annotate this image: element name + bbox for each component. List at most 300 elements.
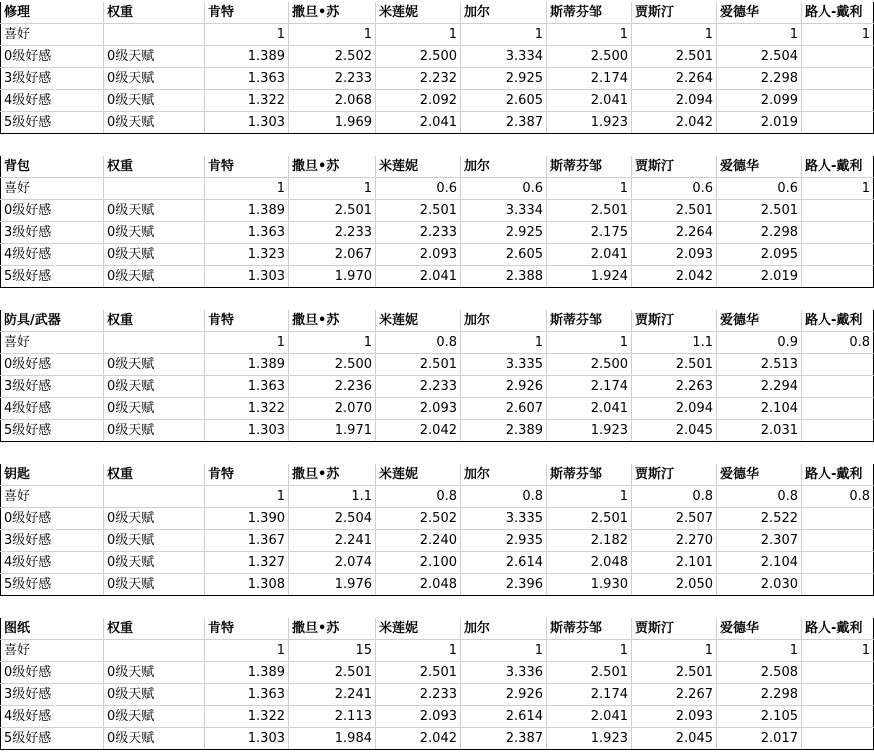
- header-cell[interactable]: 爱德华: [717, 2, 802, 24]
- value-cell[interactable]: [802, 684, 874, 706]
- value-cell[interactable]: 2.067: [289, 244, 376, 266]
- value-cell[interactable]: 2.501: [547, 508, 632, 530]
- value-cell[interactable]: 2.042: [632, 112, 717, 134]
- value-cell[interactable]: 1: [802, 24, 874, 46]
- value-cell[interactable]: 1.363: [205, 684, 289, 706]
- value-cell[interactable]: 2.267: [632, 684, 717, 706]
- header-cell[interactable]: 撒旦•苏: [289, 2, 376, 24]
- value-cell[interactable]: 2.501: [632, 354, 717, 376]
- value-cell[interactable]: 2.926: [461, 684, 547, 706]
- value-cell[interactable]: 1.303: [205, 266, 289, 288]
- value-cell[interactable]: 2.389: [461, 420, 547, 442]
- value-cell[interactable]: 0.9: [717, 332, 802, 354]
- value-cell[interactable]: 2.104: [717, 398, 802, 420]
- value-cell[interactable]: 1.970: [289, 266, 376, 288]
- value-cell[interactable]: 2.387: [461, 112, 547, 134]
- value-cell[interactable]: 2.017: [717, 728, 802, 750]
- weight-cell[interactable]: 0级天赋: [104, 200, 205, 222]
- value-cell[interactable]: 1: [717, 640, 802, 662]
- value-cell[interactable]: [802, 68, 874, 90]
- weight-cell[interactable]: [104, 24, 205, 46]
- value-cell[interactable]: 2.501: [289, 662, 376, 684]
- value-cell[interactable]: 1: [376, 640, 461, 662]
- value-cell[interactable]: 2.264: [632, 68, 717, 90]
- row-label-cell[interactable]: 4级好感: [1, 706, 104, 728]
- value-cell[interactable]: 0.8: [461, 486, 547, 508]
- row-label-cell[interactable]: 5级好感: [1, 728, 104, 750]
- value-cell[interactable]: 1: [547, 640, 632, 662]
- value-cell[interactable]: [802, 662, 874, 684]
- value-cell[interactable]: 1: [289, 178, 376, 200]
- value-cell[interactable]: 1: [205, 178, 289, 200]
- value-cell[interactable]: 1: [632, 640, 717, 662]
- value-cell[interactable]: 2.502: [376, 508, 461, 530]
- value-cell[interactable]: 1: [547, 24, 632, 46]
- value-cell[interactable]: 2.174: [547, 376, 632, 398]
- value-cell[interactable]: 2.041: [547, 244, 632, 266]
- header-cell[interactable]: 斯蒂芬邹: [547, 618, 632, 640]
- value-cell[interactable]: 1: [461, 640, 547, 662]
- value-cell[interactable]: 15: [289, 640, 376, 662]
- weight-cell[interactable]: 0级天赋: [104, 508, 205, 530]
- value-cell[interactable]: 2.925: [461, 68, 547, 90]
- header-cell[interactable]: 加尔: [461, 464, 547, 486]
- row-label-cell[interactable]: 3级好感: [1, 222, 104, 244]
- value-cell[interactable]: 2.500: [547, 46, 632, 68]
- value-cell[interactable]: 2.501: [632, 46, 717, 68]
- value-cell[interactable]: 2.099: [717, 90, 802, 112]
- value-cell[interactable]: 1: [461, 24, 547, 46]
- value-cell[interactable]: 1.969: [289, 112, 376, 134]
- weight-cell[interactable]: 0级天赋: [104, 398, 205, 420]
- value-cell[interactable]: 2.048: [376, 574, 461, 596]
- row-label-cell[interactable]: 5级好感: [1, 574, 104, 596]
- value-cell[interactable]: 1: [717, 24, 802, 46]
- value-cell[interactable]: 2.045: [632, 728, 717, 750]
- header-cell[interactable]: 加尔: [461, 156, 547, 178]
- value-cell[interactable]: 2.045: [632, 420, 717, 442]
- value-cell[interactable]: 2.240: [376, 530, 461, 552]
- value-cell[interactable]: 2.298: [717, 222, 802, 244]
- value-cell[interactable]: 0.6: [632, 178, 717, 200]
- value-cell[interactable]: 2.182: [547, 530, 632, 552]
- header-cell[interactable]: 路人-戴利: [802, 2, 874, 24]
- value-cell[interactable]: 2.092: [376, 90, 461, 112]
- weight-cell[interactable]: 0级天赋: [104, 574, 205, 596]
- value-cell[interactable]: [802, 90, 874, 112]
- weight-cell[interactable]: 0级天赋: [104, 222, 205, 244]
- value-cell[interactable]: 0.8: [376, 486, 461, 508]
- value-cell[interactable]: 2.105: [717, 706, 802, 728]
- weight-cell[interactable]: [104, 178, 205, 200]
- value-cell[interactable]: 1: [205, 332, 289, 354]
- value-cell[interactable]: 1.930: [547, 574, 632, 596]
- header-cell[interactable]: 加尔: [461, 618, 547, 640]
- value-cell[interactable]: 3.335: [461, 354, 547, 376]
- weight-cell[interactable]: 0级天赋: [104, 706, 205, 728]
- value-cell[interactable]: 1: [289, 24, 376, 46]
- value-cell[interactable]: 1.976: [289, 574, 376, 596]
- value-cell[interactable]: 2.925: [461, 222, 547, 244]
- value-cell[interactable]: [802, 46, 874, 68]
- value-cell[interactable]: [802, 376, 874, 398]
- value-cell[interactable]: 2.093: [376, 244, 461, 266]
- value-cell[interactable]: [802, 574, 874, 596]
- row-label-cell[interactable]: 3级好感: [1, 684, 104, 706]
- row-label-cell[interactable]: 4级好感: [1, 90, 104, 112]
- row-label-cell[interactable]: 3级好感: [1, 530, 104, 552]
- weight-cell[interactable]: [104, 640, 205, 662]
- value-cell[interactable]: 2.241: [289, 684, 376, 706]
- value-cell[interactable]: 2.508: [717, 662, 802, 684]
- header-cell[interactable]: 路人-戴利: [802, 156, 874, 178]
- value-cell[interactable]: 2.264: [632, 222, 717, 244]
- value-cell[interactable]: 1: [461, 332, 547, 354]
- header-cell[interactable]: 权重: [104, 464, 205, 486]
- value-cell[interactable]: 2.500: [289, 354, 376, 376]
- value-cell[interactable]: 2.241: [289, 530, 376, 552]
- header-cell[interactable]: 路人-戴利: [802, 310, 874, 332]
- header-cell[interactable]: 权重: [104, 156, 205, 178]
- value-cell[interactable]: 1: [547, 332, 632, 354]
- value-cell[interactable]: 2.504: [717, 46, 802, 68]
- header-cell[interactable]: 斯蒂芬邹: [547, 464, 632, 486]
- value-cell[interactable]: 2.233: [376, 222, 461, 244]
- weight-cell[interactable]: 0级天赋: [104, 68, 205, 90]
- value-cell[interactable]: 0.8: [717, 486, 802, 508]
- row-label-cell[interactable]: 0级好感: [1, 354, 104, 376]
- value-cell[interactable]: 2.236: [289, 376, 376, 398]
- value-cell[interactable]: [802, 112, 874, 134]
- value-cell[interactable]: 1: [289, 332, 376, 354]
- value-cell[interactable]: 1.363: [205, 68, 289, 90]
- row-label-cell[interactable]: 4级好感: [1, 552, 104, 574]
- value-cell[interactable]: 2.298: [717, 68, 802, 90]
- value-cell[interactable]: 2.041: [547, 398, 632, 420]
- value-cell[interactable]: 2.270: [632, 530, 717, 552]
- value-cell[interactable]: 1.389: [205, 200, 289, 222]
- value-cell[interactable]: 1.327: [205, 552, 289, 574]
- value-cell[interactable]: 2.522: [717, 508, 802, 530]
- row-label-cell[interactable]: 喜好: [1, 178, 104, 200]
- value-cell[interactable]: 2.093: [376, 398, 461, 420]
- value-cell[interactable]: 1.389: [205, 662, 289, 684]
- value-cell[interactable]: 1: [547, 486, 632, 508]
- weight-cell[interactable]: [104, 486, 205, 508]
- value-cell[interactable]: 1: [205, 24, 289, 46]
- header-cell[interactable]: 路人-戴利: [802, 464, 874, 486]
- weight-cell[interactable]: 0级天赋: [104, 552, 205, 574]
- value-cell[interactable]: 2.500: [376, 46, 461, 68]
- header-cell[interactable]: 路人-戴利: [802, 618, 874, 640]
- header-cell[interactable]: 肯特: [205, 464, 289, 486]
- value-cell[interactable]: 2.233: [289, 222, 376, 244]
- value-cell[interactable]: 2.501: [632, 200, 717, 222]
- value-cell[interactable]: [802, 244, 874, 266]
- value-cell[interactable]: 2.074: [289, 552, 376, 574]
- value-cell[interactable]: 1.303: [205, 420, 289, 442]
- header-cell[interactable]: 米莲妮: [376, 310, 461, 332]
- value-cell[interactable]: 2.501: [547, 662, 632, 684]
- row-label-cell[interactable]: 4级好感: [1, 244, 104, 266]
- value-cell[interactable]: [802, 266, 874, 288]
- value-cell[interactable]: 2.031: [717, 420, 802, 442]
- header-cell[interactable]: 加尔: [461, 2, 547, 24]
- value-cell[interactable]: 2.104: [717, 552, 802, 574]
- value-cell[interactable]: 1: [376, 24, 461, 46]
- weight-cell[interactable]: 0级天赋: [104, 266, 205, 288]
- value-cell[interactable]: 1.984: [289, 728, 376, 750]
- value-cell[interactable]: 2.068: [289, 90, 376, 112]
- section-title-cell[interactable]: 防具/武器: [1, 310, 104, 332]
- value-cell[interactable]: [802, 200, 874, 222]
- header-cell[interactable]: 肯特: [205, 618, 289, 640]
- value-cell[interactable]: 2.607: [461, 398, 547, 420]
- value-cell[interactable]: 2.233: [376, 684, 461, 706]
- value-cell[interactable]: 2.501: [289, 200, 376, 222]
- value-cell[interactable]: 2.501: [376, 200, 461, 222]
- weight-cell[interactable]: 0级天赋: [104, 376, 205, 398]
- row-label-cell[interactable]: 喜好: [1, 486, 104, 508]
- row-label-cell[interactable]: 5级好感: [1, 266, 104, 288]
- value-cell[interactable]: 2.093: [632, 706, 717, 728]
- value-cell[interactable]: 1.389: [205, 46, 289, 68]
- value-cell[interactable]: 2.093: [632, 244, 717, 266]
- value-cell[interactable]: 2.050: [632, 574, 717, 596]
- value-cell[interactable]: 1: [205, 640, 289, 662]
- value-cell[interactable]: 2.605: [461, 244, 547, 266]
- value-cell[interactable]: 2.093: [376, 706, 461, 728]
- value-cell[interactable]: 1.971: [289, 420, 376, 442]
- value-cell[interactable]: 2.500: [547, 354, 632, 376]
- value-cell[interactable]: 2.504: [289, 508, 376, 530]
- value-cell[interactable]: 2.396: [461, 574, 547, 596]
- weight-cell[interactable]: 0级天赋: [104, 46, 205, 68]
- value-cell[interactable]: 2.232: [376, 68, 461, 90]
- value-cell[interactable]: 2.935: [461, 530, 547, 552]
- value-cell[interactable]: 2.042: [376, 728, 461, 750]
- weight-cell[interactable]: 0级天赋: [104, 420, 205, 442]
- value-cell[interactable]: 2.175: [547, 222, 632, 244]
- value-cell[interactable]: 1.1: [289, 486, 376, 508]
- value-cell[interactable]: 2.042: [632, 266, 717, 288]
- section-title-cell[interactable]: 图纸: [1, 618, 104, 640]
- weight-cell[interactable]: 0级天赋: [104, 530, 205, 552]
- value-cell[interactable]: [802, 398, 874, 420]
- header-cell[interactable]: 爱德华: [717, 618, 802, 640]
- row-label-cell[interactable]: 3级好感: [1, 376, 104, 398]
- value-cell[interactable]: 2.926: [461, 376, 547, 398]
- value-cell[interactable]: [802, 728, 874, 750]
- header-cell[interactable]: 肯特: [205, 310, 289, 332]
- row-label-cell[interactable]: 4级好感: [1, 398, 104, 420]
- header-cell[interactable]: 权重: [104, 618, 205, 640]
- value-cell[interactable]: 2.041: [376, 266, 461, 288]
- weight-cell[interactable]: 0级天赋: [104, 354, 205, 376]
- header-cell[interactable]: 米莲妮: [376, 156, 461, 178]
- value-cell[interactable]: 2.307: [717, 530, 802, 552]
- section-title-cell[interactable]: 背包: [1, 156, 104, 178]
- value-cell[interactable]: 0.8: [632, 486, 717, 508]
- value-cell[interactable]: 2.101: [632, 552, 717, 574]
- value-cell[interactable]: 2.501: [717, 200, 802, 222]
- header-cell[interactable]: 斯蒂芬邹: [547, 156, 632, 178]
- value-cell[interactable]: 1.363: [205, 376, 289, 398]
- value-cell[interactable]: 1: [802, 178, 874, 200]
- section-title-cell[interactable]: 修理: [1, 2, 104, 24]
- value-cell[interactable]: 0.8: [802, 332, 874, 354]
- header-cell[interactable]: 斯蒂芬邹: [547, 310, 632, 332]
- header-cell[interactable]: 米莲妮: [376, 618, 461, 640]
- row-label-cell[interactable]: 0级好感: [1, 662, 104, 684]
- value-cell[interactable]: [802, 222, 874, 244]
- value-cell[interactable]: 2.502: [289, 46, 376, 68]
- weight-cell[interactable]: 0级天赋: [104, 90, 205, 112]
- value-cell[interactable]: 1.924: [547, 266, 632, 288]
- value-cell[interactable]: 2.100: [376, 552, 461, 574]
- value-cell[interactable]: 2.048: [547, 552, 632, 574]
- value-cell[interactable]: 2.042: [376, 420, 461, 442]
- value-cell[interactable]: 2.501: [376, 662, 461, 684]
- value-cell[interactable]: 2.174: [547, 684, 632, 706]
- value-cell[interactable]: 2.030: [717, 574, 802, 596]
- value-cell[interactable]: 1.322: [205, 706, 289, 728]
- value-cell[interactable]: 1: [632, 24, 717, 46]
- header-cell[interactable]: 爱德华: [717, 464, 802, 486]
- value-cell[interactable]: 2.501: [632, 662, 717, 684]
- value-cell[interactable]: 2.113: [289, 706, 376, 728]
- value-cell[interactable]: 2.263: [632, 376, 717, 398]
- value-cell[interactable]: 2.174: [547, 68, 632, 90]
- weight-cell[interactable]: 0级天赋: [104, 244, 205, 266]
- header-cell[interactable]: 贾斯汀: [632, 2, 717, 24]
- header-cell[interactable]: 米莲妮: [376, 464, 461, 486]
- value-cell[interactable]: [802, 420, 874, 442]
- value-cell[interactable]: 2.041: [547, 90, 632, 112]
- value-cell[interactable]: 3.336: [461, 662, 547, 684]
- value-cell[interactable]: 1.923: [547, 728, 632, 750]
- section-title-cell[interactable]: 钥匙: [1, 464, 104, 486]
- header-cell[interactable]: 撒旦•苏: [289, 156, 376, 178]
- value-cell[interactable]: 2.513: [717, 354, 802, 376]
- row-label-cell[interactable]: 0级好感: [1, 200, 104, 222]
- value-cell[interactable]: 1.308: [205, 574, 289, 596]
- value-cell[interactable]: 1.1: [632, 332, 717, 354]
- value-cell[interactable]: 1.303: [205, 728, 289, 750]
- value-cell[interactable]: 2.019: [717, 266, 802, 288]
- row-label-cell[interactable]: 0级好感: [1, 508, 104, 530]
- value-cell[interactable]: 0.6: [461, 178, 547, 200]
- value-cell[interactable]: 2.094: [632, 90, 717, 112]
- value-cell[interactable]: 2.388: [461, 266, 547, 288]
- value-cell[interactable]: 2.041: [376, 112, 461, 134]
- weight-cell[interactable]: 0级天赋: [104, 728, 205, 750]
- value-cell[interactable]: 2.501: [376, 354, 461, 376]
- value-cell[interactable]: 2.507: [632, 508, 717, 530]
- row-label-cell[interactable]: 喜好: [1, 640, 104, 662]
- value-cell[interactable]: 1.367: [205, 530, 289, 552]
- header-cell[interactable]: 撒旦•苏: [289, 310, 376, 332]
- weight-cell[interactable]: 0级天赋: [104, 684, 205, 706]
- weight-cell[interactable]: 0级天赋: [104, 662, 205, 684]
- header-cell[interactable]: 权重: [104, 2, 205, 24]
- value-cell[interactable]: 0.8: [802, 486, 874, 508]
- value-cell[interactable]: 2.041: [547, 706, 632, 728]
- value-cell[interactable]: 1: [205, 486, 289, 508]
- header-cell[interactable]: 贾斯汀: [632, 618, 717, 640]
- value-cell[interactable]: 2.298: [717, 684, 802, 706]
- value-cell[interactable]: 1.322: [205, 398, 289, 420]
- value-cell[interactable]: 0.8: [376, 332, 461, 354]
- value-cell[interactable]: 3.334: [461, 200, 547, 222]
- header-cell[interactable]: 加尔: [461, 310, 547, 332]
- value-cell[interactable]: 2.614: [461, 552, 547, 574]
- value-cell[interactable]: 1.322: [205, 90, 289, 112]
- value-cell[interactable]: 1: [802, 640, 874, 662]
- value-cell[interactable]: [802, 552, 874, 574]
- value-cell[interactable]: [802, 706, 874, 728]
- value-cell[interactable]: 2.070: [289, 398, 376, 420]
- value-cell[interactable]: 1: [547, 178, 632, 200]
- value-cell[interactable]: 2.294: [717, 376, 802, 398]
- value-cell[interactable]: 2.019: [717, 112, 802, 134]
- value-cell[interactable]: [802, 354, 874, 376]
- value-cell[interactable]: 2.233: [376, 376, 461, 398]
- row-label-cell[interactable]: 喜好: [1, 332, 104, 354]
- value-cell[interactable]: 2.605: [461, 90, 547, 112]
- header-cell[interactable]: 斯蒂芬邹: [547, 2, 632, 24]
- value-cell[interactable]: 0.6: [717, 178, 802, 200]
- value-cell[interactable]: [802, 508, 874, 530]
- row-label-cell[interactable]: 0级好感: [1, 46, 104, 68]
- header-cell[interactable]: 贾斯汀: [632, 156, 717, 178]
- header-cell[interactable]: 贾斯汀: [632, 310, 717, 332]
- value-cell[interactable]: 2.387: [461, 728, 547, 750]
- value-cell[interactable]: 2.501: [547, 200, 632, 222]
- value-cell[interactable]: 1.363: [205, 222, 289, 244]
- value-cell[interactable]: 2.094: [632, 398, 717, 420]
- value-cell[interactable]: 1.923: [547, 112, 632, 134]
- header-cell[interactable]: 爱德华: [717, 156, 802, 178]
- value-cell[interactable]: 1.923: [547, 420, 632, 442]
- row-label-cell[interactable]: 3级好感: [1, 68, 104, 90]
- header-cell[interactable]: 贾斯汀: [632, 464, 717, 486]
- value-cell[interactable]: [802, 530, 874, 552]
- header-cell[interactable]: 撒旦•苏: [289, 618, 376, 640]
- value-cell[interactable]: 1.390: [205, 508, 289, 530]
- value-cell[interactable]: 1.323: [205, 244, 289, 266]
- header-cell[interactable]: 爱德华: [717, 310, 802, 332]
- header-cell[interactable]: 权重: [104, 310, 205, 332]
- value-cell[interactable]: 3.334: [461, 46, 547, 68]
- row-label-cell[interactable]: 5级好感: [1, 112, 104, 134]
- header-cell[interactable]: 肯特: [205, 2, 289, 24]
- value-cell[interactable]: 2.233: [289, 68, 376, 90]
- value-cell[interactable]: 3.335: [461, 508, 547, 530]
- weight-cell[interactable]: [104, 332, 205, 354]
- header-cell[interactable]: 撒旦•苏: [289, 464, 376, 486]
- header-cell[interactable]: 肯特: [205, 156, 289, 178]
- weight-cell[interactable]: 0级天赋: [104, 112, 205, 134]
- value-cell[interactable]: 0.6: [376, 178, 461, 200]
- header-cell[interactable]: 米莲妮: [376, 2, 461, 24]
- value-cell[interactable]: 1.303: [205, 112, 289, 134]
- value-cell[interactable]: 2.614: [461, 706, 547, 728]
- value-cell[interactable]: 1.389: [205, 354, 289, 376]
- row-label-cell[interactable]: 5级好感: [1, 420, 104, 442]
- row-label-cell[interactable]: 喜好: [1, 24, 104, 46]
- value-cell[interactable]: 2.095: [717, 244, 802, 266]
